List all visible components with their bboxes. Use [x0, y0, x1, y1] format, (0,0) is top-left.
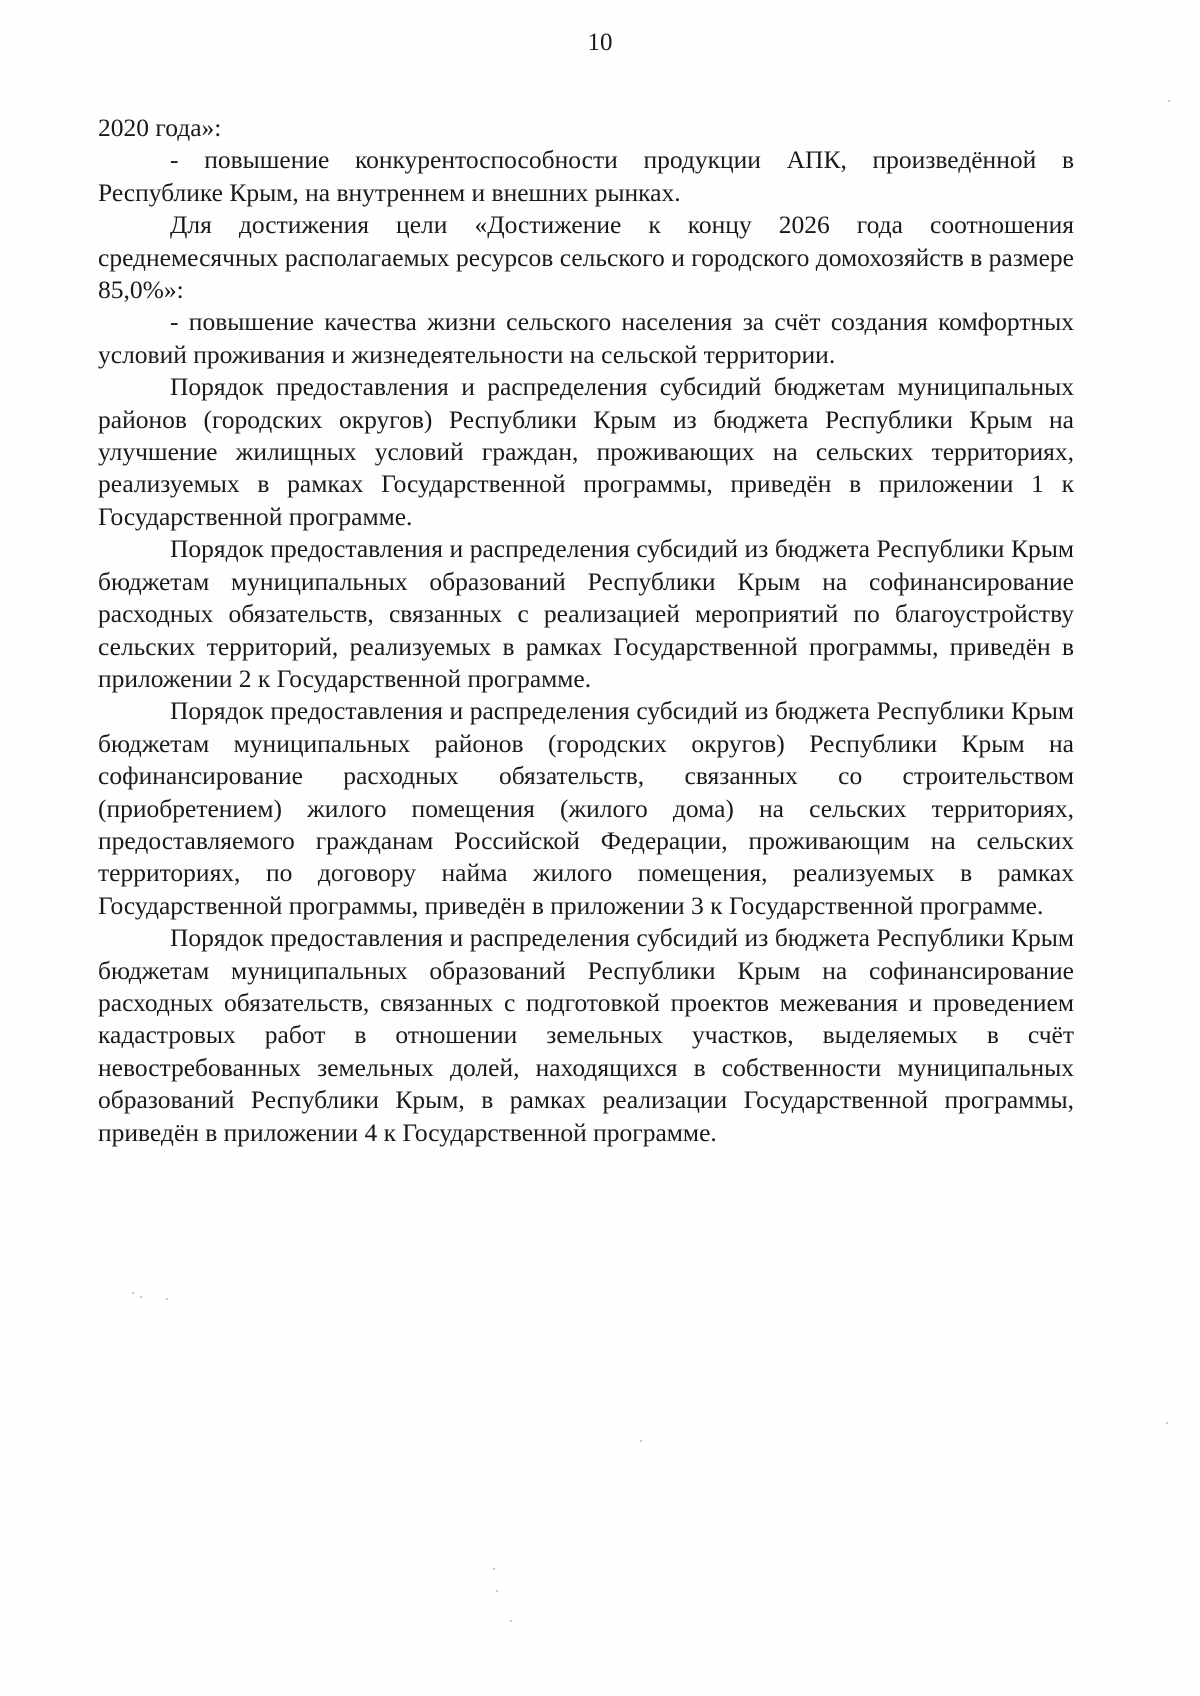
scan-artifact — [510, 1620, 512, 1622]
paragraph-task-competitiveness: - повышение конкурентоспособности продукции АПК, произведённой в Республике Крым, на внутреннем и внешних рынках. — [98, 145, 1074, 207]
scan-artifact — [140, 1296, 142, 1298]
paragraph-appendix-2: Порядок предоставления и распределения субсидий из бюджета Республики Крым бюджетам муниципальных образований Республики Крым на софинансирование расходных обязательств, связанных с реализацией мероприятий по благоустройству сельских территорий, реализуемых в рамках Государственной программы, приведён в приложении 2 к Государственной программе. — [98, 534, 1074, 693]
paragraph-appendix-4: Порядок предоставления и распределения субсидий из бюджета Республики Крым бюджетам муниципальных образований Республики Крым на софинансирование расходных обязательств, связанных с подготовкой проектов межевания и проведением кадастровых работ в отношении земельных участков, выделяемых в счёт невостребованных земельных долей, находящихся в собственности муниципальных образований Республики Крым, в рамках реализации Государственной программы, приведён в приложении 4 к Государственной программе. — [98, 923, 1074, 1147]
scan-artifact — [496, 1590, 498, 1592]
scan-artifact — [1168, 100, 1170, 102]
scan-artifact — [640, 1440, 642, 1442]
scan-artifact — [1166, 1422, 1168, 1424]
paragraph-goal-continuation: 2020 года»: — [98, 113, 222, 142]
paragraph-appendix-1: Порядок предоставления и распределения субсидий бюджетам муниципальных районов (городских округов) Республики Крым из бюджета Республики Крым на улучшение жилищных условий граждан, проживающих на сельских территориях, реализуемых в рамках Государственной программы, приведён в приложении 1 к Государственной программе. — [98, 372, 1074, 531]
scan-artifact — [166, 1298, 168, 1300]
paragraph-task-quality-of-life: - повышение качества жизни сельского населения за счёт создания комфортных условий проживания и жизнедеятельности на сельской территории. — [98, 307, 1074, 369]
scan-artifact — [132, 1292, 134, 1294]
paragraph-appendix-3: Порядок предоставления и распределения субсидий из бюджета Республики Крым бюджетам муниципальных районов (городских округов) Республики Крым на софинансирование расходных обязательств, связанных со строительством (приобретением) жилого помещения (жилого дома) на сельских территориях, предоставляемого гражданам Российской Федерации, проживающим на сельских территориях, по договору найма жилого помещения, реализуемых в рамках Государственной программы, приведён в приложении 3 к Государственной программе. — [98, 696, 1074, 920]
scan-artifact — [493, 1568, 495, 1570]
document-body — [98, 112, 1074, 1149]
page-number: 10 — [587, 29, 613, 56]
paragraph-goal-households: Для достижения цели «Достижение к концу 2026 года соотношения среднемесячных располагаемых ресурсов сельского и городского домохозяйств в размере 85,0%»: — [98, 210, 1074, 305]
